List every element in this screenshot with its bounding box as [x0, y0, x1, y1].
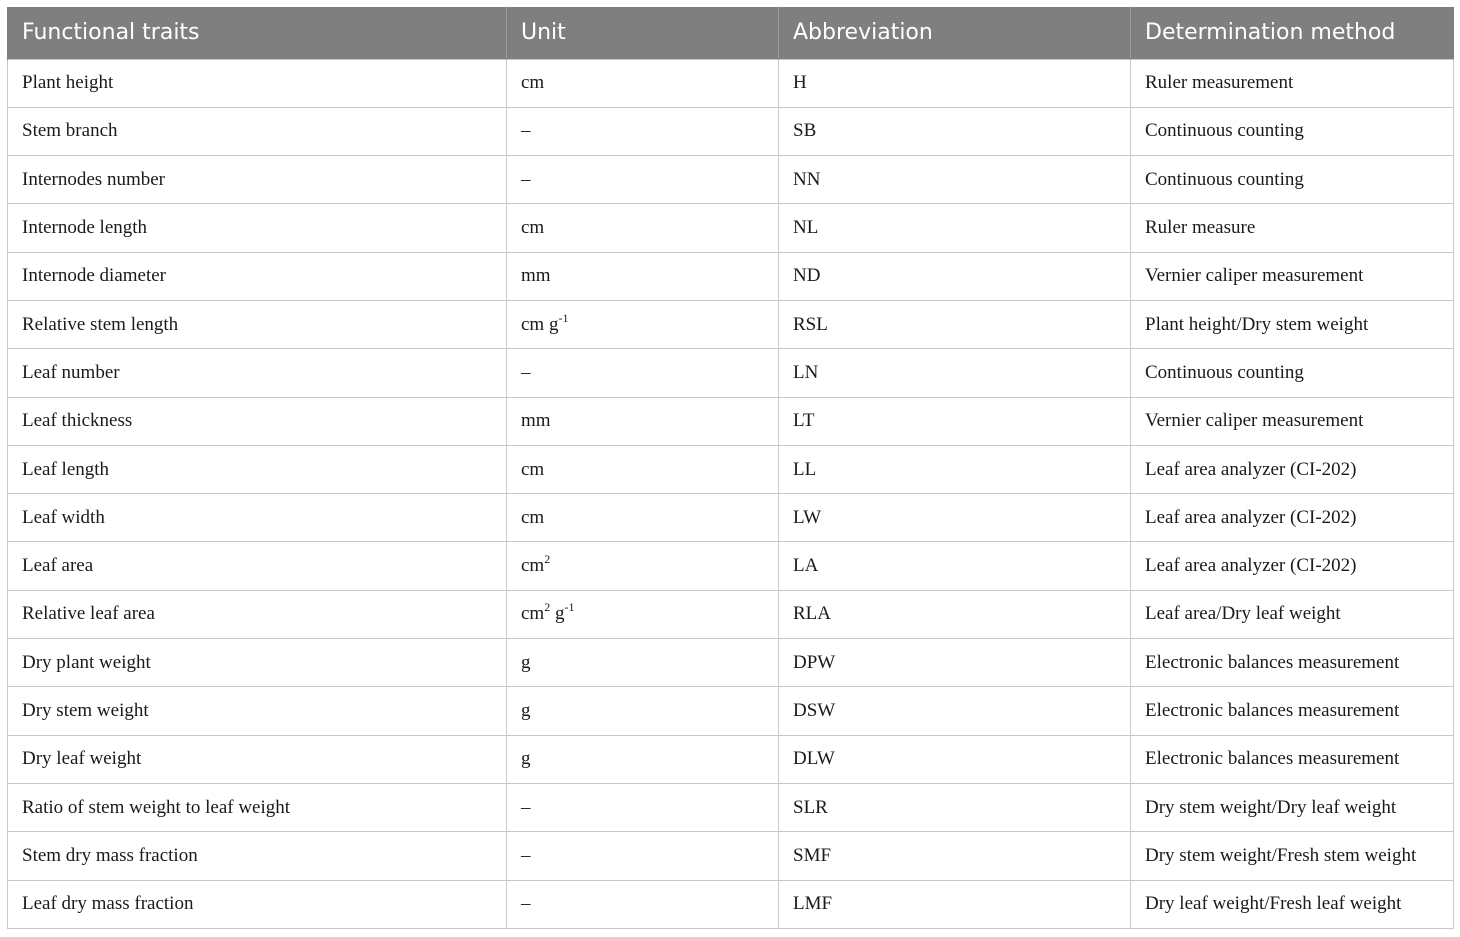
cell-abbreviation: SMF: [779, 832, 1131, 880]
cell-abbreviation: LW: [779, 494, 1131, 542]
cell-trait: Leaf width: [8, 494, 507, 542]
cell-method: Leaf area/Dry leaf weight: [1131, 590, 1454, 638]
cell-unit: [507, 832, 779, 880]
cell-unit: [507, 300, 779, 348]
cell-abbreviation: H: [779, 59, 1131, 107]
cell-trait: Leaf dry mass fraction: [8, 880, 507, 928]
cell-method: Ruler measure: [1131, 204, 1454, 252]
header-row: [8, 7, 1454, 59]
cell-abbreviation: SLR: [779, 783, 1131, 831]
cell-method: Continuous counting: [1131, 349, 1454, 397]
cell-trait: Dry stem weight: [8, 687, 507, 735]
cell-method: Vernier caliper measurement: [1131, 252, 1454, 300]
cell-trait: Relative stem length: [8, 300, 507, 348]
cell-trait: Leaf number: [8, 349, 507, 397]
cell-method: Leaf area analyzer (CI-202): [1131, 494, 1454, 542]
cell-method: Leaf area analyzer (CI-202): [1131, 542, 1454, 590]
cell-trait: Stem branch: [8, 107, 507, 155]
cell-unit: [507, 397, 779, 445]
table-row: [8, 204, 1454, 252]
cell-abbreviation: LN: [779, 349, 1131, 397]
cell-unit: [507, 252, 779, 300]
cell-abbreviation: NL: [779, 204, 1131, 252]
cell-abbreviation: LA: [779, 542, 1131, 590]
table-row: [8, 687, 1454, 735]
cell-method: Continuous counting: [1131, 156, 1454, 204]
table-row: [8, 300, 1454, 348]
cell-unit: [507, 590, 779, 638]
table-row: [8, 397, 1454, 445]
cell-method: Electronic balances measurement: [1131, 687, 1454, 735]
unit-base: mm: [521, 265, 551, 287]
unit-base: cm: [521, 506, 545, 528]
cell-unit: [507, 494, 779, 542]
unit-base: g: [521, 651, 531, 673]
cell-unit: [507, 880, 779, 928]
unit-base: cm: [521, 603, 545, 625]
header-determination-method: Determination method: [1131, 7, 1454, 59]
unit-tail: g: [550, 603, 565, 625]
cell-method: Continuous counting: [1131, 107, 1454, 155]
table-row: [8, 735, 1454, 783]
cell-trait: Internode diameter: [8, 252, 507, 300]
cell-trait: Ratio of stem weight to leaf weight: [8, 783, 507, 831]
table-header: [8, 7, 1454, 59]
cell-trait: Internodes number: [8, 156, 507, 204]
table-row: [8, 783, 1454, 831]
cell-trait: Relative leaf area: [8, 590, 507, 638]
cell-unit: [507, 107, 779, 155]
cell-method: Leaf area analyzer (CI-202): [1131, 445, 1454, 493]
header-unit: Unit: [507, 7, 779, 59]
unit-base: –: [521, 168, 531, 190]
table-body: [8, 59, 1454, 928]
unit-base: cm: [521, 72, 545, 94]
cell-abbreviation: DSW: [779, 687, 1131, 735]
cell-abbreviation: NN: [779, 156, 1131, 204]
table-row: [8, 832, 1454, 880]
cell-abbreviation: LL: [779, 445, 1131, 493]
unit-base: cm: [521, 555, 545, 577]
cell-unit: [507, 542, 779, 590]
cell-unit: [507, 445, 779, 493]
unit-base: –: [521, 844, 531, 866]
cell-trait: Plant height: [8, 59, 507, 107]
unit-base: mm: [521, 410, 551, 432]
header-functional-traits: Functional traits: [8, 7, 507, 59]
table-row: [8, 639, 1454, 687]
cell-method: Plant height/Dry stem weight: [1131, 300, 1454, 348]
table-row: [8, 156, 1454, 204]
cell-abbreviation: RLA: [779, 590, 1131, 638]
cell-method: Dry stem weight/Dry leaf weight: [1131, 783, 1454, 831]
unit-base: g: [521, 700, 531, 721]
table-row: [8, 252, 1454, 300]
cell-method: Vernier caliper measurement: [1131, 397, 1454, 445]
cell-unit: [507, 156, 779, 204]
unit-base: –: [521, 120, 531, 142]
cell-abbreviation: LT: [779, 397, 1131, 445]
table-row: [8, 590, 1454, 638]
cell-unit: [507, 639, 779, 687]
table-row: [8, 349, 1454, 397]
unit-exponent: 2: [544, 600, 551, 615]
cell-unit: [507, 349, 779, 397]
unit-base: g: [521, 748, 531, 770]
cell-method: Electronic balances measurement: [1131, 735, 1454, 783]
cell-unit: [507, 783, 779, 831]
header-abbreviation: Abbreviation: [779, 7, 1131, 59]
cell-abbreviation: RSL: [779, 300, 1131, 348]
unit-base: cm g: [521, 313, 559, 335]
table-row: [8, 445, 1454, 493]
table-row: [8, 542, 1454, 590]
table-row: [8, 107, 1454, 155]
cell-unit: [507, 59, 779, 107]
cell-abbreviation: SB: [779, 107, 1131, 155]
cell-unit: [507, 735, 779, 783]
unit-base: –: [521, 796, 531, 818]
table-row: [8, 494, 1454, 542]
cell-abbreviation: DLW: [779, 735, 1131, 783]
table-row: [8, 880, 1454, 928]
cell-trait: Dry plant weight: [8, 639, 507, 687]
cell-trait: Leaf thickness: [8, 397, 507, 445]
cell-method: Dry leaf weight/Fresh leaf weight: [1131, 880, 1454, 928]
unit-tail-exponent: -1: [564, 600, 575, 615]
unit-base: –: [521, 893, 531, 915]
traits-table: [7, 7, 1454, 929]
cell-method: Ruler measurement: [1131, 59, 1454, 107]
table-row: [8, 59, 1454, 107]
unit-base: –: [521, 361, 531, 383]
unit-exponent: 2: [544, 552, 551, 567]
cell-unit: [507, 204, 779, 252]
cell-trait: Internode length: [8, 204, 507, 252]
unit-base: cm: [521, 458, 545, 480]
cell-trait: Leaf area: [8, 542, 507, 590]
cell-trait: Leaf length: [8, 445, 507, 493]
cell-abbreviation: LMF: [779, 880, 1131, 928]
unit-base: cm: [521, 217, 545, 239]
cell-method: Electronic balances measurement: [1131, 639, 1454, 687]
cell-unit: [507, 687, 779, 735]
cell-trait: Dry leaf weight: [8, 735, 507, 783]
cell-trait: Stem dry mass fraction: [8, 832, 507, 880]
cell-abbreviation: DPW: [779, 639, 1131, 687]
unit-exponent: -1: [558, 310, 569, 325]
cell-method: Dry stem weight/Fresh stem weight: [1131, 832, 1454, 880]
cell-abbreviation: ND: [779, 252, 1131, 300]
